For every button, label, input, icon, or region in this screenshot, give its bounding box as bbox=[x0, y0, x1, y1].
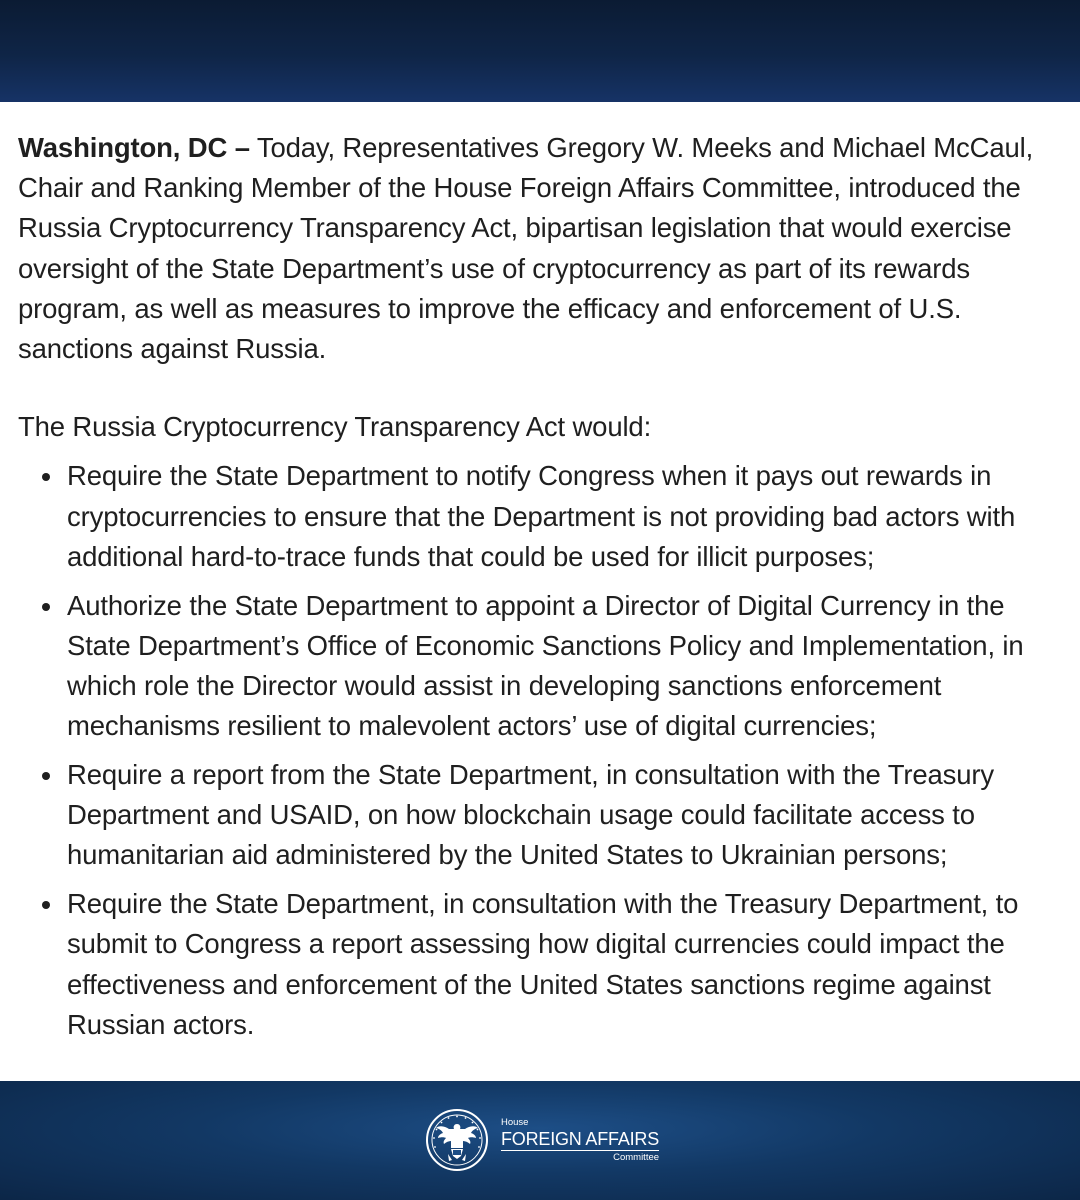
list-item-text: Require the State Department, in consultation with the Treasury Department, to submit to Congress a report assessing how digital currencies could impact the effectiveness and enforcement of the United States sanctions regime against Russian actors. bbox=[67, 888, 1019, 1040]
top-banner bbox=[0, 0, 1080, 102]
bullet-icon bbox=[42, 473, 50, 481]
bullet-icon bbox=[42, 901, 50, 909]
bullet-icon bbox=[42, 603, 50, 611]
list-item bbox=[18, 456, 1063, 577]
bullet-icon bbox=[42, 772, 50, 780]
committee-wordmark bbox=[501, 1118, 659, 1162]
lead-text: Today, Representatives Gregory W. Meeks and Michael McCaul, Chair and Ranking Member of the House Foreign Affairs Committee, introduced the Russia Cryptocurrency Transparency Act, bipartisan legislation that would exercise oversight of the State Department’s use of cryptocurrency as part of its rewards program, as well as measures to improve the efficacy and enforcement of U.S. sanctions against Russia. bbox=[18, 132, 1034, 365]
list-intro: The Russia Cryptocurrency Transparency Act would: bbox=[18, 411, 652, 443]
list-item bbox=[18, 586, 1063, 747]
list-item-text: Require a report from the State Department, in consultation with the Treasury Department and USAID, on how blockchain usage could facilitate access to humanitarian aid administered by the United States to Ukrainian persons; bbox=[67, 759, 994, 871]
dateline: Washington, DC – bbox=[18, 132, 250, 163]
logo-committee-text: Committee bbox=[613, 1151, 660, 1163]
lead-paragraph bbox=[18, 128, 1063, 369]
provisions-list bbox=[18, 456, 1063, 1045]
list-item bbox=[18, 755, 1063, 876]
list-item-text: Authorize the State Department to appoint a Director of Digital Currency in the State Department’s Office of Economic Sanctions Policy and Implementation, in which role the Director would assist in developing sanctions enforcement mechanisms resilient to malevolent actors’ use of digital currencies; bbox=[67, 589, 1024, 742]
committee-logo bbox=[425, 1108, 659, 1172]
press-release-body bbox=[18, 128, 1063, 1054]
list-item-text: Require the State Department to notify Congress when it pays out rewards in cryptocurrencies to ensure that the Department is not providing bad actors with additional hard-to-trace funds that could be used for illicit purposes; bbox=[67, 460, 1016, 572]
eagle-seal-icon bbox=[425, 1108, 489, 1172]
list-item bbox=[18, 884, 1063, 1045]
logo-house-text: House bbox=[501, 1117, 529, 1128]
logo-main-text: FOREIGN AFFAIRS bbox=[501, 1128, 660, 1149]
